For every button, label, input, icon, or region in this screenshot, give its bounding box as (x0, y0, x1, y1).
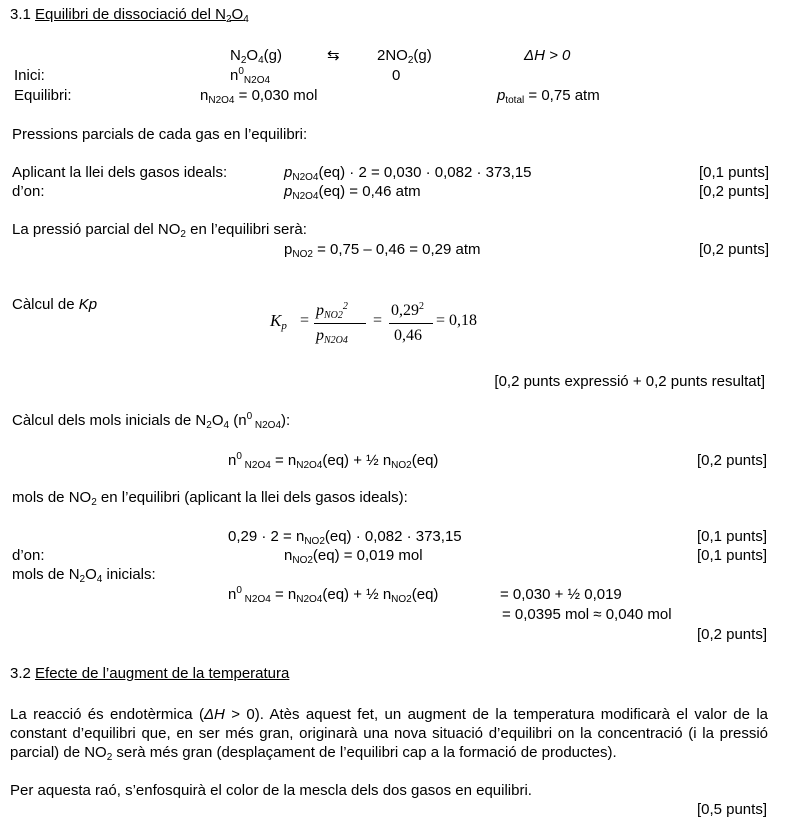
section-3-2-title: Efecte de l’augment de la temperatura (35, 665, 290, 682)
inici-label: Inici: (14, 67, 45, 84)
kp-numerator-value: 0,29$^2$ (391, 301, 424, 319)
mols-no2-equation: $0,29 \cdot 2 = n_{NO2}(eq) \cdot 0,082 \cdot 373,15$ (228, 528, 462, 547)
enthalpy: ΔH > 0 (524, 47, 571, 64)
fraction-bar (389, 323, 433, 324)
pressions-heading: Pressions parcials de cada gas en l’equilibri: (12, 126, 308, 143)
explanation-paragraph: La reacció és endotèrmica (ΔH > 0). Atès aquest fet, un augment de la temperatura modificarà el valor de la constant d’equilibri que, en ser més gran, originarà una nova situació d’equilibri on la concentració (i la pressió parcial) de $NO_2$ serà més gran (desplaçament de l’equilibri cap a la formació de productes). (10, 706, 768, 763)
conclusion-text: Per aquesta raó, s’enfosquirà el color de la mescla dels dos gasos en equilibri. (10, 782, 532, 799)
mols-n2o4-result-1: = 0,030 + ½ 0,019 (500, 586, 622, 603)
pno2-equation: $p_{NO2} = 0,75 - 0,46 = 0,29$ atm (284, 241, 481, 260)
mols-n2o4-result-2: = 0,0395 mol ≈ 0,040 mol (502, 606, 672, 623)
kp-equals: = (300, 312, 310, 329)
points: [0,1 punts] (696, 547, 767, 564)
inici-product: 0 (392, 67, 401, 84)
equilibri-ptotal: $p_{total} = 0,75$ atm (497, 87, 600, 106)
kp-numerator: $p_{NO2}^2$ (316, 301, 348, 321)
don-label: d’on: (12, 183, 45, 200)
points: [0,5 punts] (696, 801, 767, 818)
equilibri-n: $n_{N2O4} = 0,030$ mol (200, 87, 318, 106)
points: [0,2 punts] (698, 183, 769, 200)
points: [0,2 punts] (696, 626, 767, 643)
section-3-2-heading: 3.2 Efecte de l’augment de la temperatura (10, 665, 290, 682)
points: [0,2 punts] (698, 241, 769, 258)
equilibri-label: Equilibri: (14, 87, 72, 104)
kp-symbol: $K_p$ (270, 311, 287, 332)
section-3-1-heading: 3.1 Equilibri de dissociació del $N_2O_4$ (10, 6, 249, 25)
inici-n0: $n^0_{N2O4}$ (230, 66, 271, 86)
points: [0,1 punts] (696, 528, 767, 545)
points: [0,1 punts] (698, 164, 769, 181)
kp-denominator: $p_{N2O4}$ (316, 327, 348, 346)
llei-label: Aplicant la llei dels gasos ideals: (12, 164, 228, 181)
don-equation: $n_{NO2}(eq) = 0,019$ mol (284, 547, 423, 566)
fraction-bar (314, 323, 366, 324)
mols-inicials-intro: Càlcul dels mols inicials de $N_2O_4$ ($n^0$ $_{N2O4}$): (12, 411, 291, 431)
mols-no2-intro: mols de $NO_2$ en l’equilibri (aplicant la llei dels gasos ideals): (12, 489, 408, 508)
mols-n2o4-label: mols de $N_2O_4$ inicials: (12, 566, 156, 585)
mols-n2o4-equation: $n^0$ $_{N2O4} = n_{N2O4}(eq)$ + ½ $n_{NO2}(eq)$ (228, 585, 439, 605)
section-3-1-title: Equilibri de dissociació del $N_2O_4$ (35, 6, 249, 25)
don-label: d’on: (12, 547, 45, 564)
reactant: $N_2O_4(g)$ (230, 47, 282, 66)
points: [0,2 punts] (696, 452, 767, 469)
kp-result: = 0,18 (436, 312, 478, 329)
don-equation: $p_{N2O4}(eq) = 0,46$ atm (284, 183, 421, 202)
product: $2NO_2(g)$ (377, 47, 432, 66)
pno2-intro: La pressió parcial del $NO_2$ en l’equilibri serà: (12, 221, 307, 240)
kp-denominator-value: 0,46 (394, 327, 422, 344)
kp-equals-2: = (373, 312, 383, 329)
mols-inicials-equation: $n^0$ $_{N2O4} = n_{N2O4}(eq)$ + ½ $n_{NO2}(eq)$ (228, 451, 439, 471)
equilibrium-arrow: ⇆ (327, 47, 340, 64)
llei-equation: $p_{N2O4}(eq) \cdot 2 = 0,030 \cdot 0,082 \cdot 373,15$ (284, 164, 532, 183)
kp-label: Càlcul de Kp (12, 296, 98, 313)
points: [0,2 punts expressió + 0,2 punts resultat] (494, 373, 765, 390)
